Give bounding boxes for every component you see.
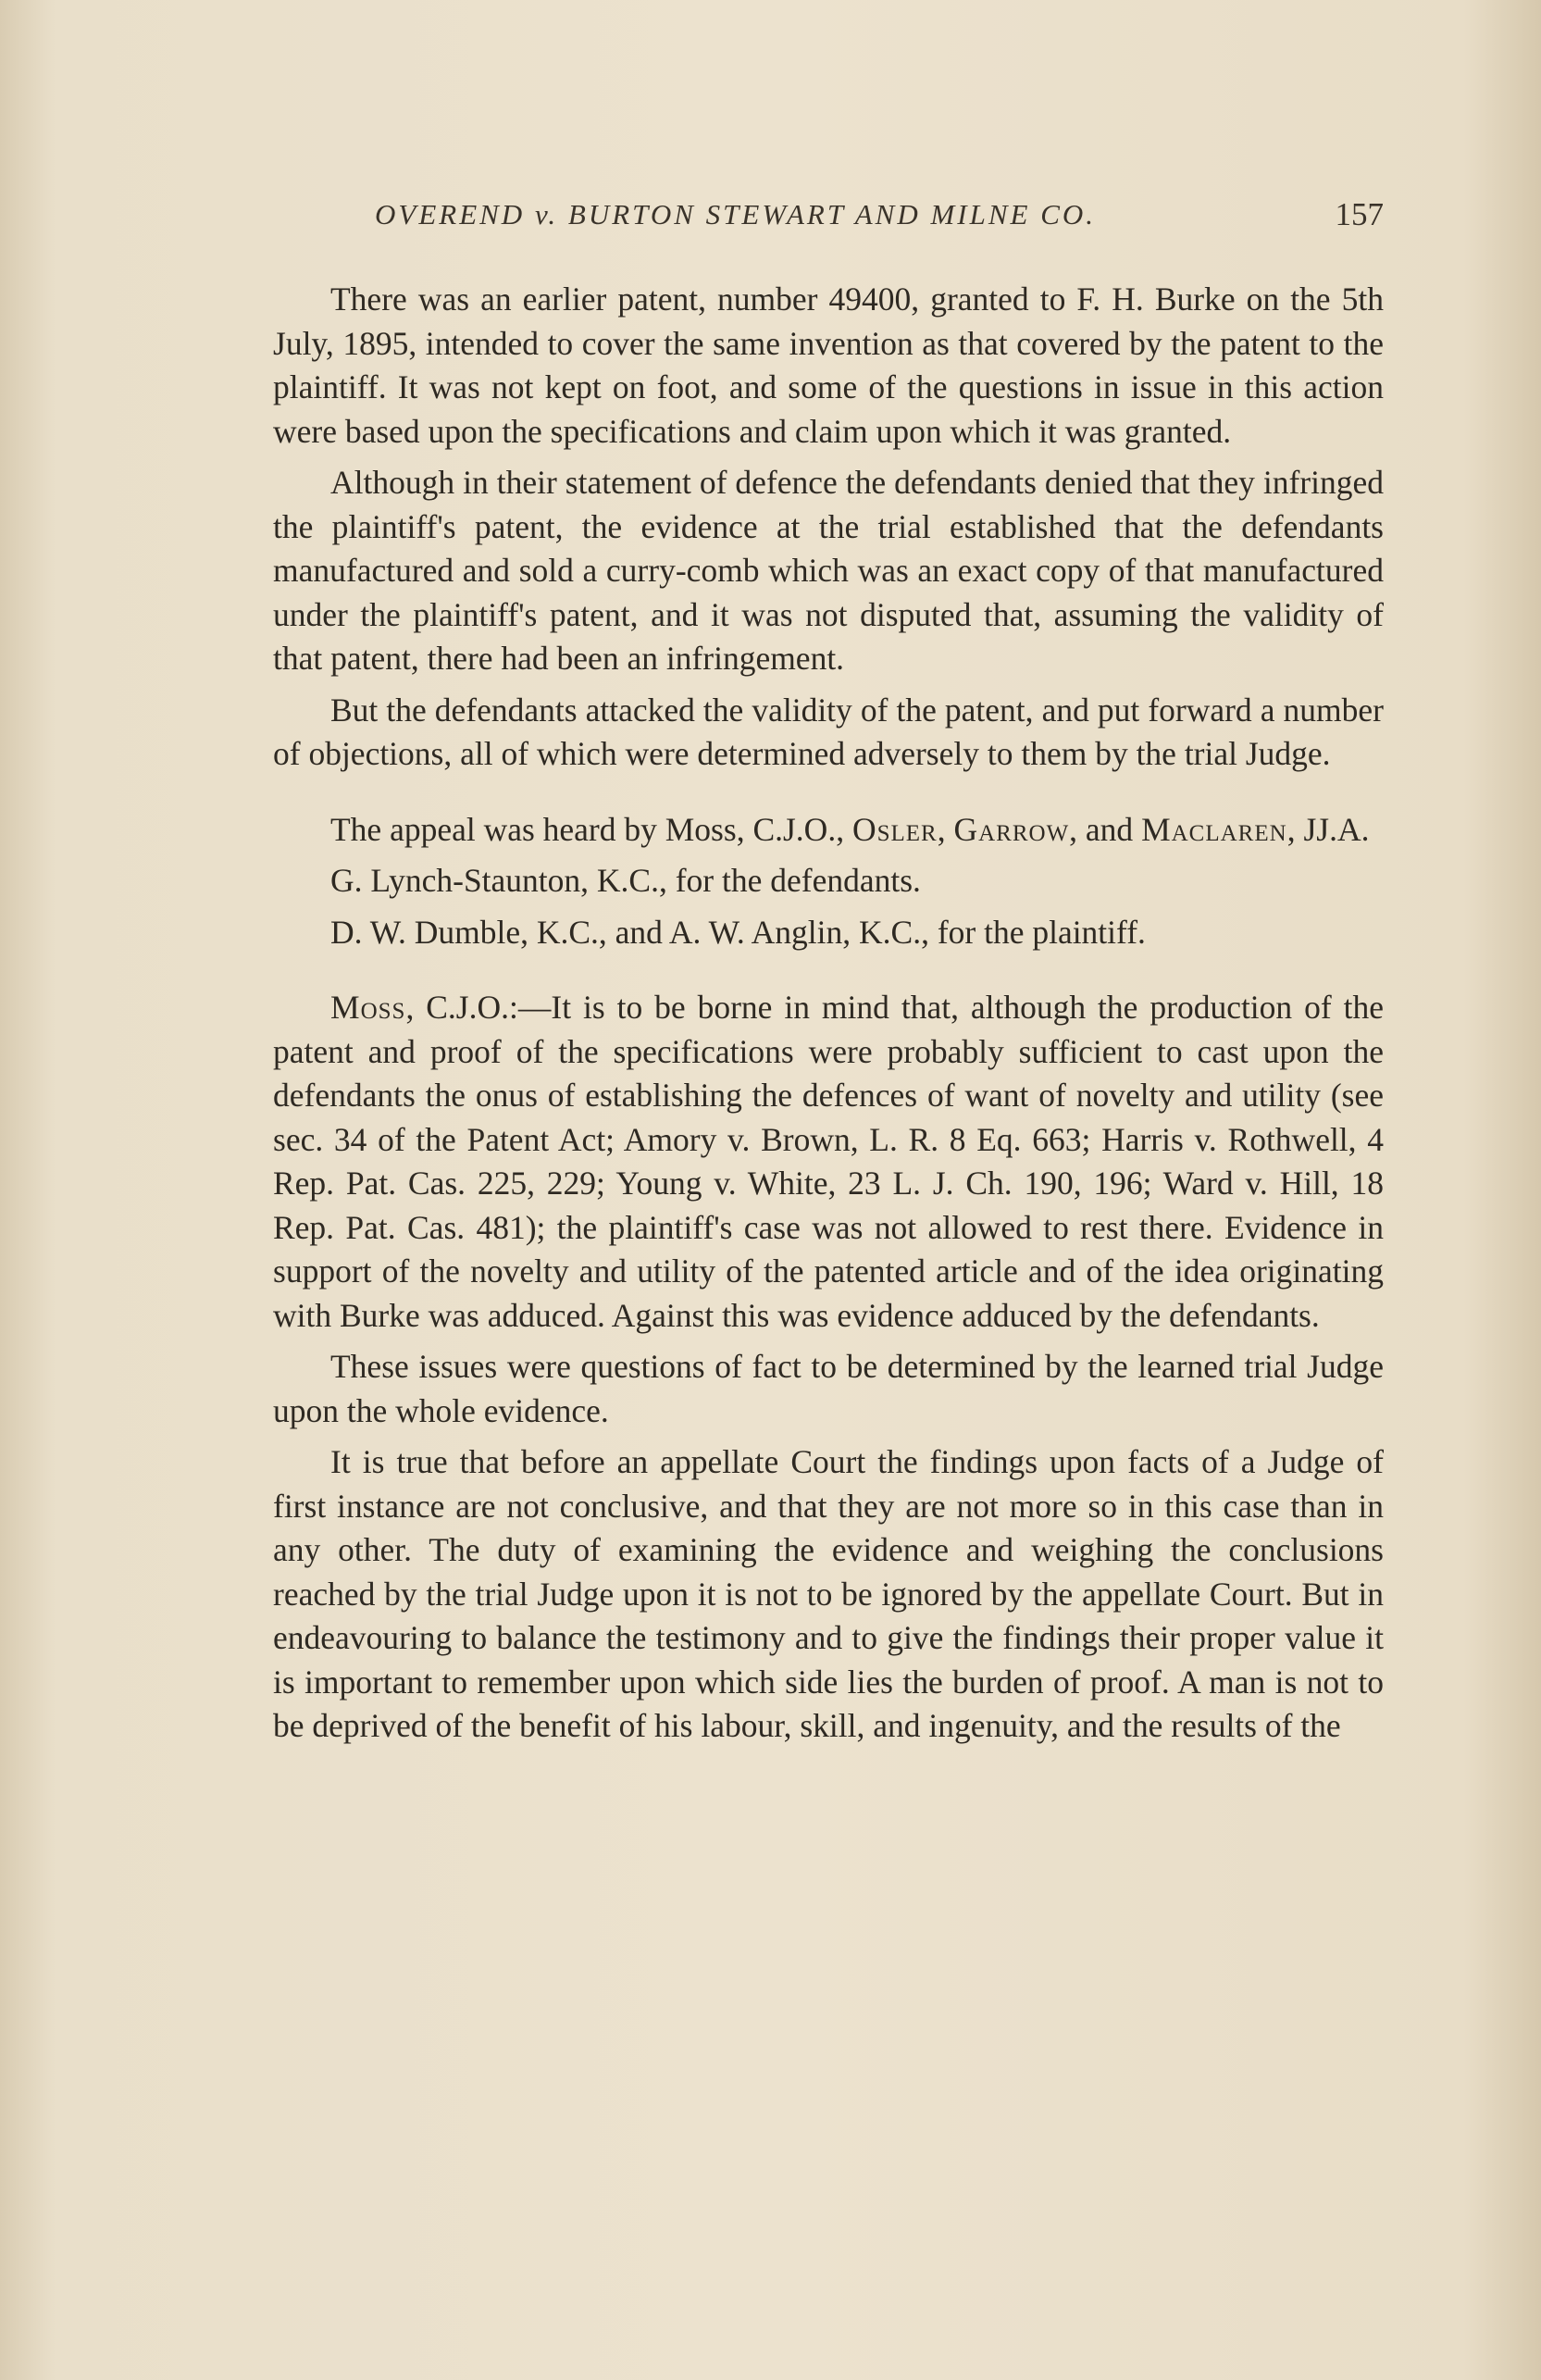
judgment-paragraph-issues: These issues were questions of fact to be determined by the learned trial Judge upon the whole evidence. (273, 1348, 1384, 1429)
judge-garrow: Garrow (953, 810, 1070, 848)
page-number: 157 (1335, 196, 1384, 232)
counsel-defendants: G. Lynch-Staunton, K.C., for the defendants. (330, 862, 921, 899)
counsel-plaintiff: D. W. Dumble, K.C., and A. W. Anglin, K.C., for the plaintiff. (330, 913, 1146, 951)
judgment-opening: Moss, C.J.O.:—It is to be borne in mind that, although the production of the patent and proof of the specifications were probably sufficient to cast upon the defendants the onus of establishing the defences of want of novelty and utility (see sec. 34 of the Patent Act; Amory v. Brown, L. R. 8 Eq. 663; Harris v. Rothwell, 4 Rep. Pat. Cas. 225, 229; Young v. White, 23 L. J. Ch. 190, 196; Ward v. Hill, 18 Rep. Pat. Cas. 481); the plaintiff's case was not allowed to rest there. Evidence in support of the novelty and utility of the patented article and of the idea originating with Burke was adduced. Against this was evidence adduced by the defendants. (273, 989, 1384, 1334)
page-header (278, 193, 1384, 248)
judgment-paragraph-appellate: It is true that before an appellate Court the findings upon facts of a Judge of first instance are not conclusive, and that they are not more so in this case than in any other. The duty of examining the evidence and weighing the conclusions reached by the trial Judge upon it is not to be ignored by the appellate Court. But in endeavouring to balance the testimony and to give the findings their proper value it is important to remember upon which side lies the burden of proof. A man is not to be deprived of the benefit of his labour, skill, and ingenuity, and the results of the (273, 1443, 1384, 1744)
paragraph-validity-attack: But the defendants attacked the validity of the patent, and put forward a number of objections, all of which were determined adversely to them by the trial Judge. (273, 691, 1384, 772)
running-title: OVEREND v. BURTON STEWART AND MILNE CO. (375, 198, 1097, 231)
page-body (273, 278, 1384, 1749)
hearing-line: The appeal was heard by Moss, C.J.O., Osler, Garrow, and Maclaren, JJ.A. (330, 810, 1370, 848)
judge-maclaren: Maclaren (1141, 810, 1287, 848)
paragraph-earlier-patent: There was an earlier patent, number 49400, granted to F. H. Burke on the 5th July, 1895, intended to cover the same invention as that covered by the patent to the plaintiff. It was not kept on foot, and some of the questions in issue in this action were based upon the specifications and claim upon which it was granted. (273, 280, 1384, 450)
judgment-judge-name: Moss (330, 989, 406, 1026)
judge-osler: Osler (851, 810, 938, 848)
paragraph-statement-of-defence: Although in their statement of defence the defendants denied that they infringed the plaintiff's patent, the evidence at the trial established that the defendants manufactured and sold a curry-comb which was an exact copy of that manufactured under the plaintiff's patent, and it was not disputed that, assuming the validity of that patent, there had been an infringement. (273, 464, 1384, 677)
